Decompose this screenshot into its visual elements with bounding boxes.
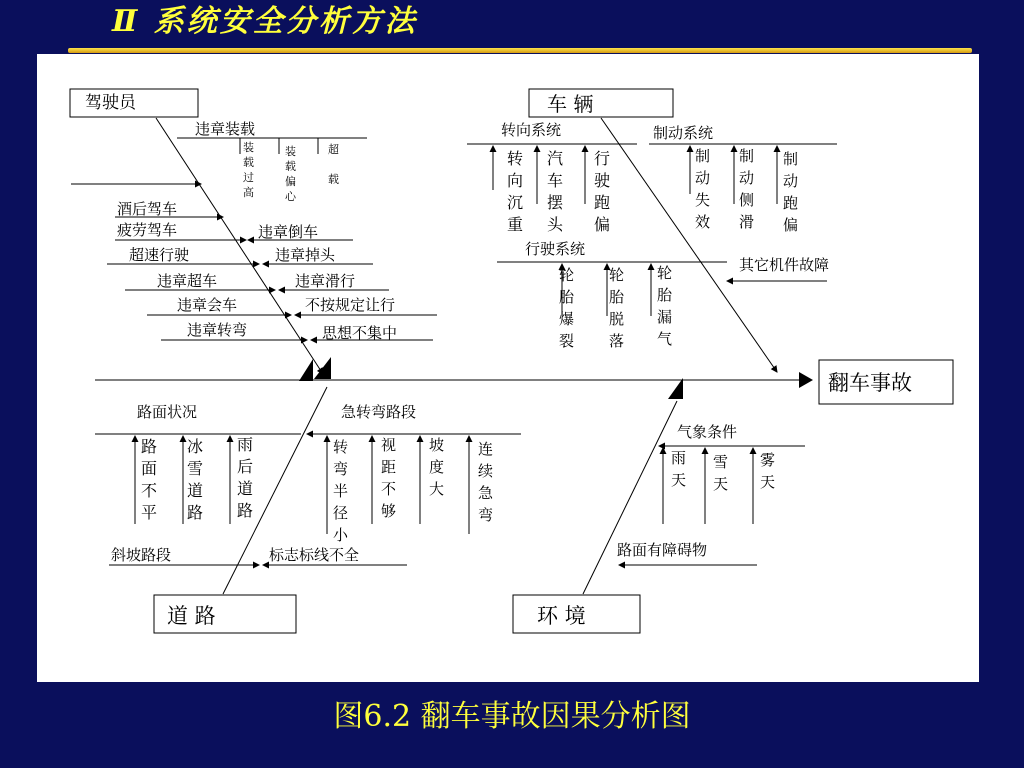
vehicle-other: 其它机件故障 [739, 256, 830, 274]
driver-cause: 思想不集中 [322, 324, 398, 342]
vertical-label: 雾天 [760, 451, 776, 491]
driver-cause: 违章滑行 [295, 272, 356, 290]
vertical-label: 超载 [328, 143, 339, 186]
vertical-label: 制动跑偏 [783, 150, 799, 234]
driver-cause: 不按规定让行 [305, 296, 396, 314]
vertical-label: 轮胎脱落 [609, 266, 625, 350]
driver-bone-arrowhead [299, 359, 313, 381]
vertical-label: 制动侧滑 [739, 147, 755, 231]
vertical-label: 行驶跑偏 [594, 149, 611, 234]
driver-cause: 违章转弯 [187, 321, 248, 339]
vertical-label: 汽车摆头 [547, 149, 564, 234]
road-bone-arrowhead [314, 357, 331, 379]
vehicle-steering: 转向系统 [501, 121, 562, 139]
environment-bone-arrowhead [668, 378, 683, 399]
vertical-label: 装载偏心 [285, 145, 296, 203]
driver-cause: 违章掉头 [275, 246, 336, 264]
road-slope: 斜坡路段 [111, 546, 172, 564]
vertical-label: 制动失效 [695, 147, 711, 231]
vertical-label: 雨天 [671, 449, 687, 489]
title-underline [68, 48, 972, 53]
vertical-label: 视距不够 [381, 436, 397, 520]
vertical-label: 连续急弯 [478, 440, 494, 524]
road-sharp-turn: 急转弯路段 [341, 403, 417, 421]
road-signs: 标志标线不全 [269, 546, 360, 564]
category-driver: 驾驶员 [85, 93, 136, 113]
vertical-label: 轮胎爆裂 [559, 266, 575, 350]
driver-cause: 疲劳驾车 [117, 221, 178, 239]
vertical-label: 路面不平 [141, 437, 158, 522]
driver-cause: 违章倒车 [258, 223, 319, 241]
figure-caption: 图6.2 翻车事故因果分析图 [333, 699, 691, 734]
vertical-label: 坡度大 [429, 436, 445, 498]
environment-obstacle: 路面有障碍物 [617, 541, 708, 559]
driver-cause: 违章超车 [157, 272, 218, 290]
fishbone-diagram-panel [37, 54, 979, 682]
vehicle-running: 行驶系统 [525, 240, 586, 258]
driver-cause: 超速行驶 [129, 246, 190, 264]
vertical-label: 转弯半径小 [333, 438, 349, 544]
road-surface: 路面状况 [137, 403, 198, 421]
effect-label: 翻车事故 [828, 371, 912, 395]
vertical-label: 雪天 [713, 453, 729, 493]
driver-cause: 违章会车 [177, 296, 238, 314]
category-vehicle: 车 辆 [547, 92, 594, 116]
driver-load-violation: 违章装载 [195, 120, 256, 138]
vertical-label: 转向沉重 [507, 149, 524, 234]
vertical-label: 装载过高 [243, 141, 254, 199]
slide-title: Ⅱ 系统安全分析方法 [112, 4, 418, 39]
vertical-label: 轮胎漏气 [657, 264, 673, 348]
category-environment: 环 境 [537, 604, 586, 628]
vertical-label: 雨后道路 [237, 435, 254, 520]
vertical-label: 冰雪道路 [187, 437, 204, 522]
effect-arrowhead [799, 372, 813, 388]
environment-weather: 气象条件 [677, 423, 738, 441]
vehicle-brake: 制动系统 [653, 124, 714, 142]
category-road: 道 路 [167, 604, 216, 628]
fishbone-diagram [37, 54, 979, 682]
driver-cause: 酒后驾车 [117, 200, 178, 218]
